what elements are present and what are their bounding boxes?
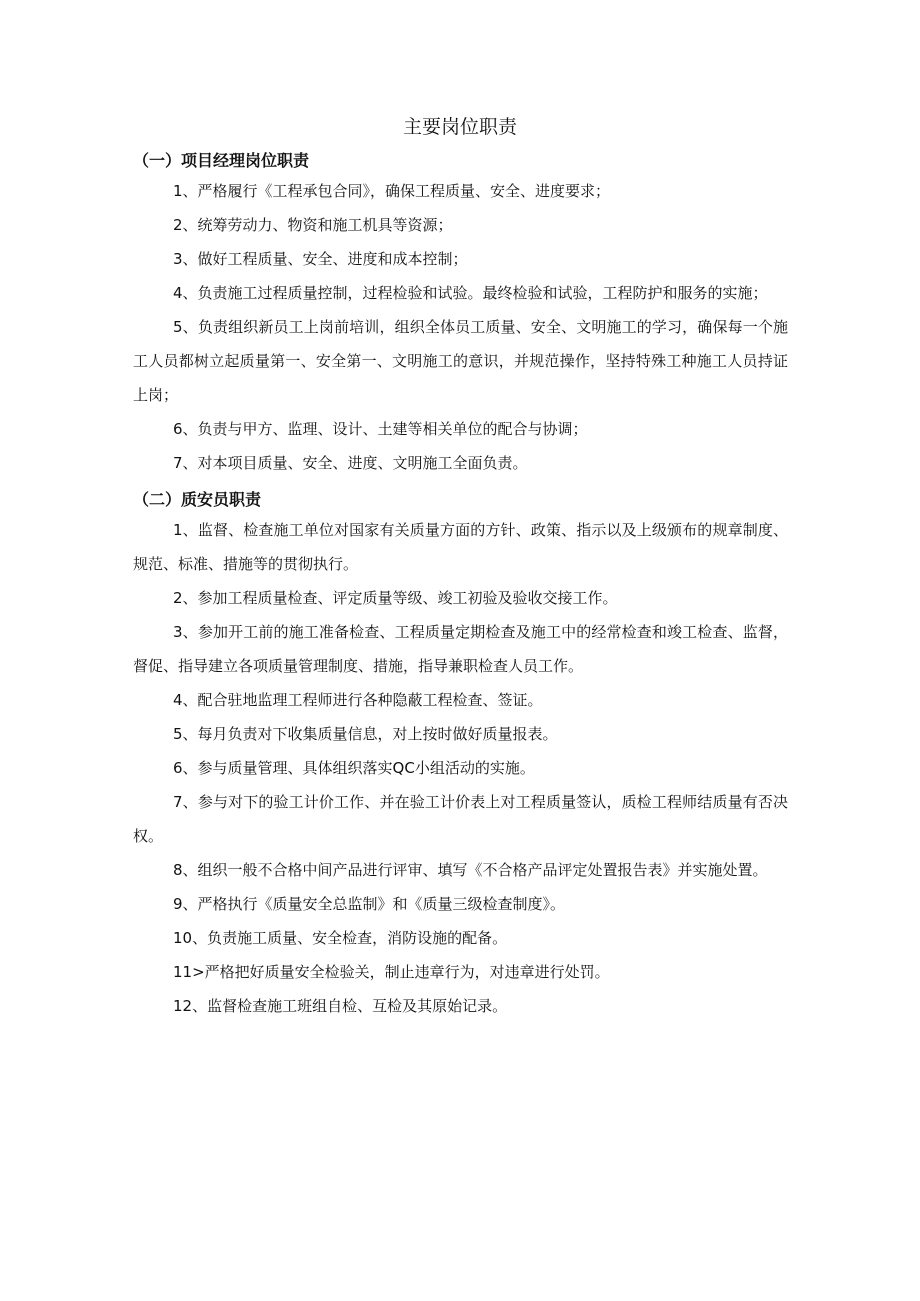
duty-item: 11>严格把好质量安全检验关，制止违章行为，对违章进行处罚。 — [173, 963, 610, 981]
document-body — [133, 148, 788, 1023]
duty-item: 10、负责施工质量、安全检查，消防设施的配备。 — [173, 929, 508, 947]
duty-item: 9、严格执行《质量安全总监制》和《质量三级检查制度》。 — [173, 895, 566, 913]
duty-item: 4、负责施工过程质量控制，过程检验和试验。最终检验和试验，工程防护和服务的实施； — [173, 284, 768, 302]
duty-item: 7、对本项目质量、安全、进度、文明施工全面负责。 — [173, 454, 528, 472]
duty-item: 3、参加开工前的施工准备检查、工程质量定期检查及施工中的经常检查和竣工检查、监督，督促、指导建立各项质量管理制度、措施，指导兼职检查人员工作。 — [133, 623, 788, 675]
duty-item: 2、参加工程质量检查、评定质量等级、竣工初验及验收交接工作。 — [173, 589, 618, 607]
section-quality-safety-officer — [133, 487, 788, 1023]
duty-item: 6、参与质量管理、具体组织落实QC小组活动的实施。 — [173, 759, 535, 777]
duty-item: 5、每月负责对下收集质量信息，对上按时做好质量报表。 — [173, 725, 558, 743]
duty-item: 3、做好工程质量、安全、进度和成本控制； — [173, 250, 468, 268]
duty-item: 5、负责组织新员工上岗前培训，组织全体员工质量、安全、文明施工的学习，确保每一个施工人员都树立起质量第一、安全第一、文明施工的意识，并规范操作，坚持特殊工种施工人员持证上岗； — [133, 318, 788, 404]
section-project-manager — [133, 148, 788, 480]
duty-item: 2、统筹劳动力、物资和施工机具等资源； — [173, 216, 453, 234]
section-heading: （一）项目经理岗位职责 — [133, 151, 310, 170]
duty-item: 8、组织一般不合格中间产品进行评审、填写《不合格产品评定处置报告表》并实施处置。 — [173, 861, 768, 879]
document-title: 主要岗位职责 — [402, 116, 517, 138]
section-heading: （二）质安员职责 — [133, 490, 262, 509]
duty-item: 7、参与对下的验工计价工作、并在验工计价表上对工程质量签认，质检工程师结质量有否决权。 — [133, 793, 788, 845]
duty-item: 1、监督、检查施工单位对国家有关质量方面的方针、政策、指示以及上级颁布的规章制度、规范、标准、措施等的贯彻执行。 — [133, 521, 788, 573]
duty-item: 4、配合驻地监理工程师进行各种隐蔽工程检查、签证。 — [173, 691, 543, 709]
duty-item: 12、监督检查施工班组自检、互检及其原始记录。 — [173, 997, 508, 1015]
duty-item: 6、负责与甲方、监理、设计、土建等相关单位的配合与协调； — [173, 420, 588, 438]
duty-item: 1、严格履行《工程承包合同》，确保工程质量、安全、进度要求； — [173, 182, 611, 200]
